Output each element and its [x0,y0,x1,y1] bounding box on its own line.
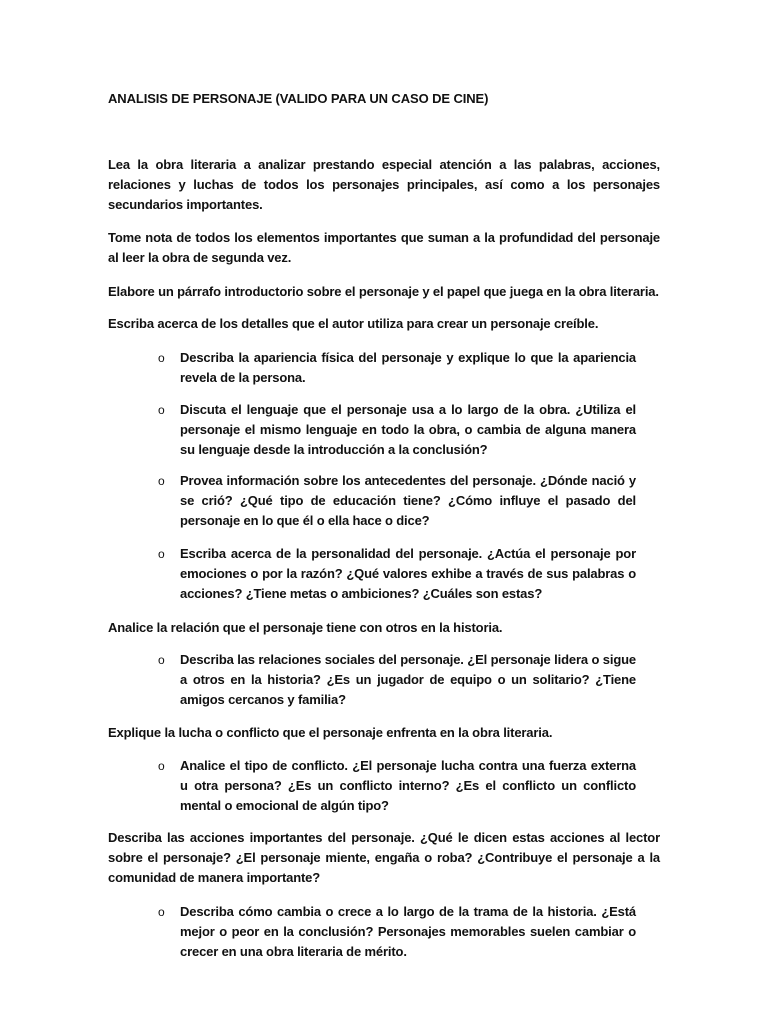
bullet-marker-icon: o [158,403,165,417]
list-item [158,348,660,388]
paragraph-1: Lea la obra literaria a analizar prestando especial atención a las palabras, acciones, relaciones y luchas de todos los personajes principales, así como a los personajes secundarios importantes. [108,157,660,212]
bullet-marker-icon: o [158,653,165,667]
list-item [158,471,660,531]
bullet-marker-icon: o [158,905,165,919]
list-item-text: Analice el tipo de conflicto. ¿El personaje lucha contra una fuerza externa u otra persona? ¿Es un conflicto interno? ¿Es el conflicto un conflicto mental o emocional de algún tipo? [180,758,636,813]
list-item-text: Describa las relaciones sociales del personaje. ¿El personaje lidera o sigue a otros en la historia? ¿Es un jugador de equipo o un solitario? ¿Tiene amigos cercanos y familia? [180,652,636,707]
list-item [158,902,660,962]
list-item [158,400,660,460]
paragraph-4: Escriba acerca de los detalles que el autor utiliza para crear un personaje creíble. [108,316,599,331]
paragraph-3: Elabore un párrafo introductorio sobre el personaje y el papel que juega en la obra literaria. [108,284,659,299]
list-item [158,756,660,816]
paragraph-5: Analice la relación que el personaje tiene con otros en la historia. [108,620,503,635]
bullet-marker-icon: o [158,759,165,773]
bullet-marker-icon: o [158,547,165,561]
paragraph-2: Tome nota de todos los elementos importantes que suman a la profundidad del personaje al leer la obra de segunda vez. [108,230,660,265]
list-item [158,650,660,710]
paragraph-7: Describa las acciones importantes del personaje. ¿Qué le dicen estas acciones al lector sobre el personaje? ¿El personaje miente, engaña o roba? ¿Contribuye el personaje a la comunidad de manera importante? [108,830,660,885]
list-item-text: Discuta el lenguaje que el personaje usa a lo largo de la obra. ¿Utiliza el personaje el mismo lenguaje en todo la obra, o cambia de alguna manera su lenguaje desde la introducción a la conclusión? [180,402,636,457]
paragraph-6: Explique la lucha o conflicto que el personaje enfrenta en la obra literaria. [108,725,553,740]
bullet-marker-icon: o [158,474,165,488]
list-item-text: Describa la apariencia física del personaje y explique lo que la apariencia revela de la persona. [180,350,636,385]
document-title: ANALISIS DE PERSONAJE (VALIDO PARA UN CASO DE CINE) [108,91,489,106]
list-item-text: Escriba acerca de la personalidad del personaje. ¿Actúa el personaje por emociones o por la razón? ¿Qué valores exhibe a través de sus palabras o acciones? ¿Tiene metas o ambiciones? ¿Cuáles son estas? [180,546,636,601]
list-item [158,544,660,604]
list-item-text: Provea información sobre los antecedentes del personaje. ¿Dónde nació y se crió? ¿Qué tipo de educación tiene? ¿Cómo influye el pasado del personaje en lo que él o ella hace o dice? [180,473,636,528]
list-item-text: Describa cómo cambia o crece a lo largo de la trama de la historia. ¿Está mejor o peor en la conclusión? Personajes memorables suelen cambiar o crecer en una obra literaria de mérito. [180,904,636,959]
bullet-marker-icon: o [158,351,165,365]
